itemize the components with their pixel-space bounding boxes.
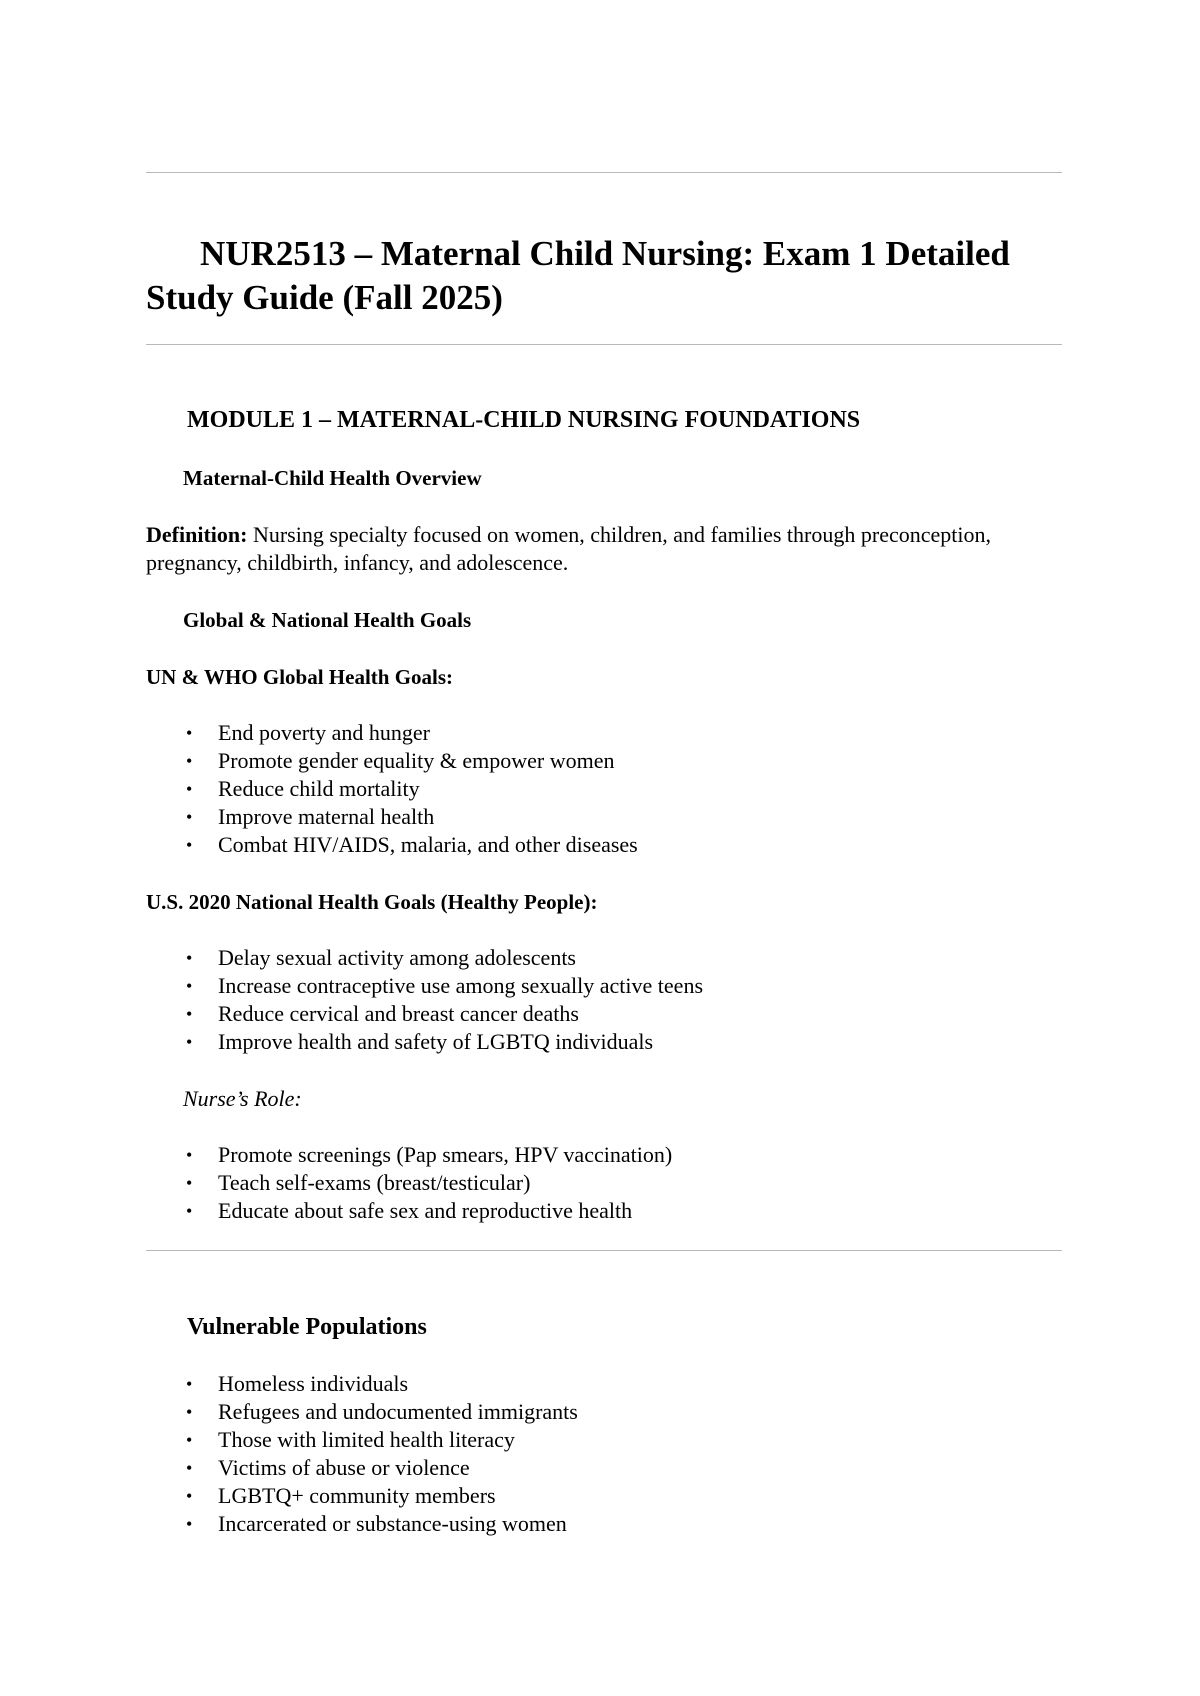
horizontal-rule-section-break [146,1250,1062,1251]
definition-text: Nursing specialty focused on women, children, and families through preconception, pregnancy, childbirth, infancy, and adolescence. [146,522,991,575]
horizontal-rule-after-title [146,344,1062,345]
nurse-role-list [146,1141,672,1225]
definition-label: Definition: [146,522,248,547]
list-item: • Educate about safe sex and reproductive health [186,1198,633,1223]
bullet-icon: • [186,1374,193,1394]
list-item: • Victims of abuse or violence [186,1455,470,1480]
bullet-icon: • [186,779,193,799]
bullet-icon: • [186,723,193,743]
bullet-icon: • [186,1032,193,1052]
overview-heading: Maternal-Child Health Overview [183,466,482,490]
list-item: • Reduce cervical and breast cancer deaths [186,1001,579,1026]
list-item: • Improve health and safety of LGBTQ individuals [186,1029,654,1054]
document-title: NUR2513 – Maternal Child Nursing: Exam 1 Detailed Study Guide (Fall 2025) [146,234,1010,317]
bullet-icon: • [186,1430,193,1450]
list-item: • LGBTQ+ community members [186,1483,496,1508]
bullet-icon: • [186,1402,193,1422]
list-item: • Promote gender equality & empower women [186,748,615,773]
bullet-icon: • [186,807,193,827]
list-item: • Homeless individuals [186,1371,409,1396]
list-item: • Promote screenings (Pap smears, HPV vaccination) [186,1142,673,1167]
list-item: • End poverty and hunger [186,720,430,745]
list-item: • Improve maternal health [186,804,435,829]
goals-heading: Global & National Health Goals [183,608,472,632]
definition-paragraph [146,521,1046,577]
list-item: • Delay sexual activity among adolescents [186,945,576,970]
vulnerable-populations-heading: Vulnerable Populations [187,1314,427,1340]
list-item: • Refugees and undocumented immigrants [186,1399,578,1424]
vulnerable-populations-list [146,1370,578,1538]
us-goals-list [146,944,703,1056]
un-who-goals-list [146,719,638,859]
bullet-icon: • [186,948,193,968]
list-item: • Incarcerated or substance-using women [186,1511,567,1536]
list-item: • Increase contraceptive use among sexually active teens [186,973,703,998]
bullet-icon: • [186,1486,193,1506]
us-goals-label: U.S. 2020 National Health Goals (Healthy People): [146,890,598,914]
list-item: • Combat HIV/AIDS, malaria, and other diseases [186,832,638,857]
bullet-icon: • [186,1514,193,1534]
bullet-icon: • [186,1004,193,1024]
bullet-icon: • [186,1145,193,1165]
un-who-goals-label: UN & WHO Global Health Goals: [146,665,454,689]
bullet-icon: • [186,751,193,771]
list-item: • Teach self-exams (breast/testicular) [186,1170,531,1195]
bullet-icon: • [186,976,193,996]
bullet-icon: • [186,1201,193,1221]
nurse-role-label: Nurse’s Role: [183,1086,302,1111]
list-item: • Reduce child mortality [186,776,420,801]
list-item: • Those with limited health literacy [186,1427,515,1452]
horizontal-rule-top [146,172,1062,173]
module-1-heading: MODULE 1 – MATERNAL-CHILD NURSING FOUNDATIONS [187,407,861,433]
bullet-icon: • [186,1458,193,1478]
bullet-icon: • [186,1173,193,1193]
bullet-icon: • [186,835,193,855]
